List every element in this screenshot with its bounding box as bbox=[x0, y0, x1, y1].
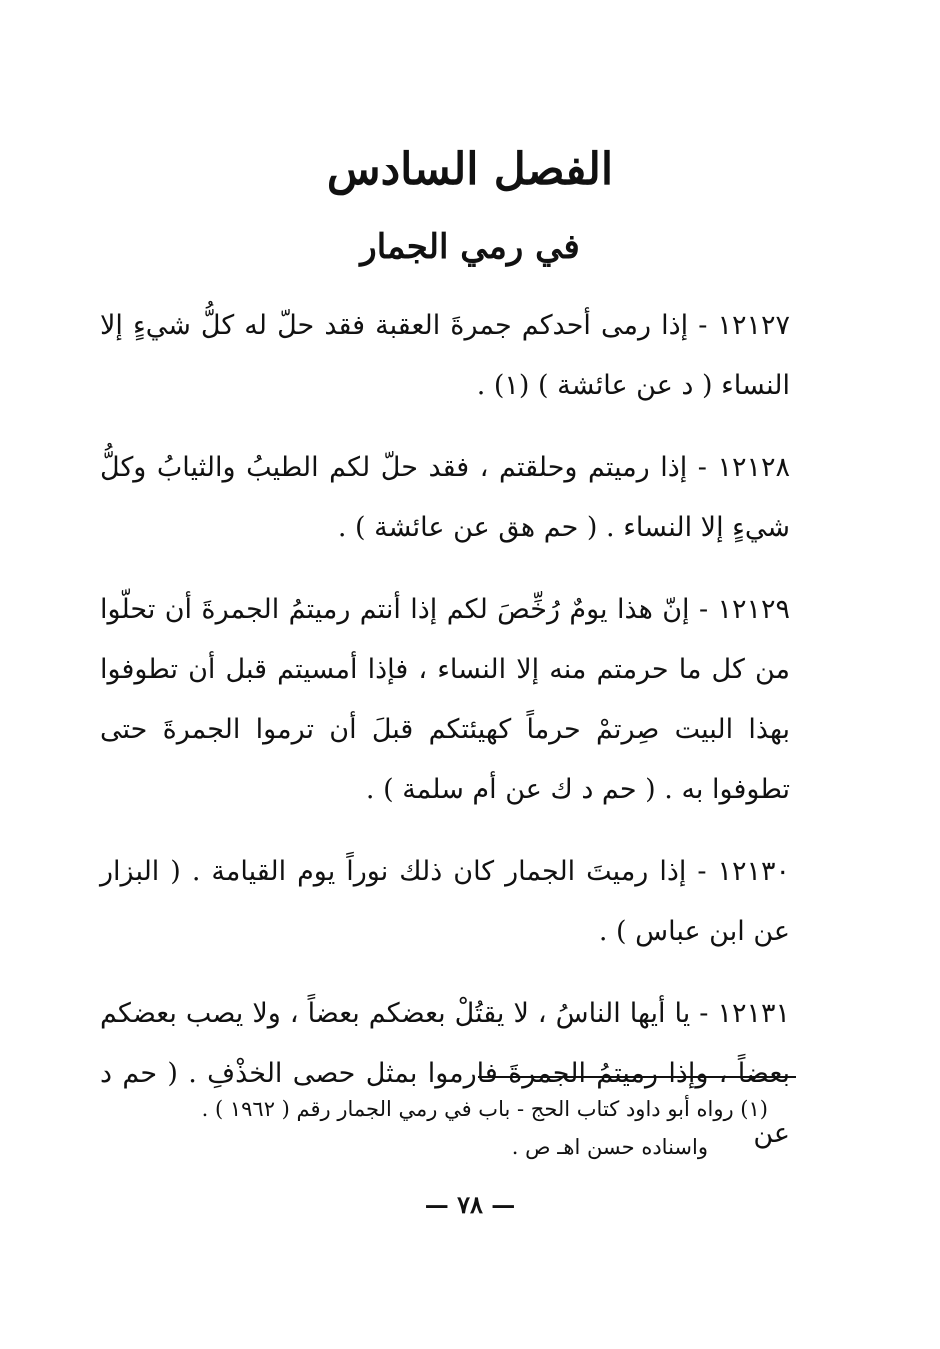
hadith-number: ١٢١٢٨ bbox=[717, 452, 790, 483]
hadith-number: ١٢١٢٧ bbox=[717, 310, 790, 341]
page-number: — ٧٨ — bbox=[424, 1190, 516, 1219]
chapter-subtitle: في رمي الجمار bbox=[360, 227, 580, 267]
footnotes bbox=[108, 1090, 768, 1166]
hadith-entry: ١٢١٢٨ - إذا رميتم وحلقتم ، فقد حلّ لكم الطيبُ والثيابُ وكلُّ شيءٍ إلا النساء . ( حم هق عن عائشة ) . bbox=[100, 452, 790, 543]
hadith-entry: ١٢١٢٧ - إذا رمى أحدكم جمرةَ العقبة فقد حلّ له كلُّ شيءٍ إلا النساء ( د عن عائشة ) (١) . bbox=[100, 310, 790, 401]
hadith-text: إذا رمى أحدكم جمرةَ العقبة فقد حلّ له كلُّ شيءٍ إلا النساء ( د عن عائشة ) (١) . bbox=[100, 310, 790, 401]
hadith-text: يا أيها الناسُ ، لا يقتُلْ بعضكم بعضاً ، ولا يصب بعضكم بعضاً ، وإذا رميتمُ الجمرةَ فارموا بمثل حصى الخذْفِ . ( حم د عن bbox=[100, 998, 790, 1149]
hadith-text: إذا رميتم وحلقتم ، فقد حلّ لكم الطيبُ والثيابُ وكلُّ شيءٍ إلا النساء . ( حم هق عن عائشة ) . bbox=[100, 452, 790, 543]
footnote-line: واسناده حسن اهـ ص . bbox=[511, 1135, 708, 1159]
hadith-number: ١٢١٣٠ bbox=[717, 856, 790, 887]
hadith-number: ١٢١٢٩ bbox=[717, 594, 790, 625]
hadith-entry: ١٢١٣٠ - إذا رميتَ الجمار كان ذلك نوراً يوم القيامة . ( البزار عن ابن عباس ) . bbox=[100, 856, 790, 947]
chapter-title: الفصل السادس bbox=[326, 144, 614, 195]
hadith-text: إذا رميتَ الجمار كان ذلك نوراً يوم القيامة . ( البزار عن ابن عباس ) . bbox=[100, 856, 790, 947]
hadith-list bbox=[100, 296, 790, 1186]
footnote-line: (١) رواه أبو داود كتاب الحج - باب في رمي الجمار رقم ( ١٩٦٢ ) . bbox=[201, 1097, 768, 1121]
hadith-number: ١٢١٣١ bbox=[717, 998, 790, 1029]
hadith-entry: ١٢١٣١ - يا أيها الناسُ ، لا يقتُلْ بعضكم بعضاً ، ولا يصب بعضكم بعضاً ، وإذا رميتمُ الجمرةَ فارموا بمثل حصى الخذْفِ . ( حم د عن bbox=[100, 998, 790, 1149]
hadith-entry: ١٢١٢٩ - إنّ هذا يومٌ رُخِّصَ لكم إذا أنتم رميتمُ الجمرةَ أن تحلّوا من كل ما حرمتم منه إلا النساء ، فإذا أمسيتم قبل أن تطوفوا بهذا البيت صِرتمْ حرماً كهيئتكم قبلَ أن ترموا الجمرةَ حتى تطوفوا به . ( حم د ك عن أم سلمة ) . bbox=[100, 594, 790, 805]
hadith-text: إنّ هذا يومٌ رُخِّصَ لكم إذا أنتم رميتمُ الجمرةَ أن تحلّوا من كل ما حرمتم منه إلا النساء ، فإذا أمسيتم قبل أن تطوفوا بهذا البيت صِرتمْ حرماً كهيئتكم قبلَ أن ترموا الجمرةَ حتى تطوفوا به . ( حم د ك عن أم سلمة ) . bbox=[100, 594, 790, 805]
footnote-divider bbox=[478, 1076, 796, 1078]
